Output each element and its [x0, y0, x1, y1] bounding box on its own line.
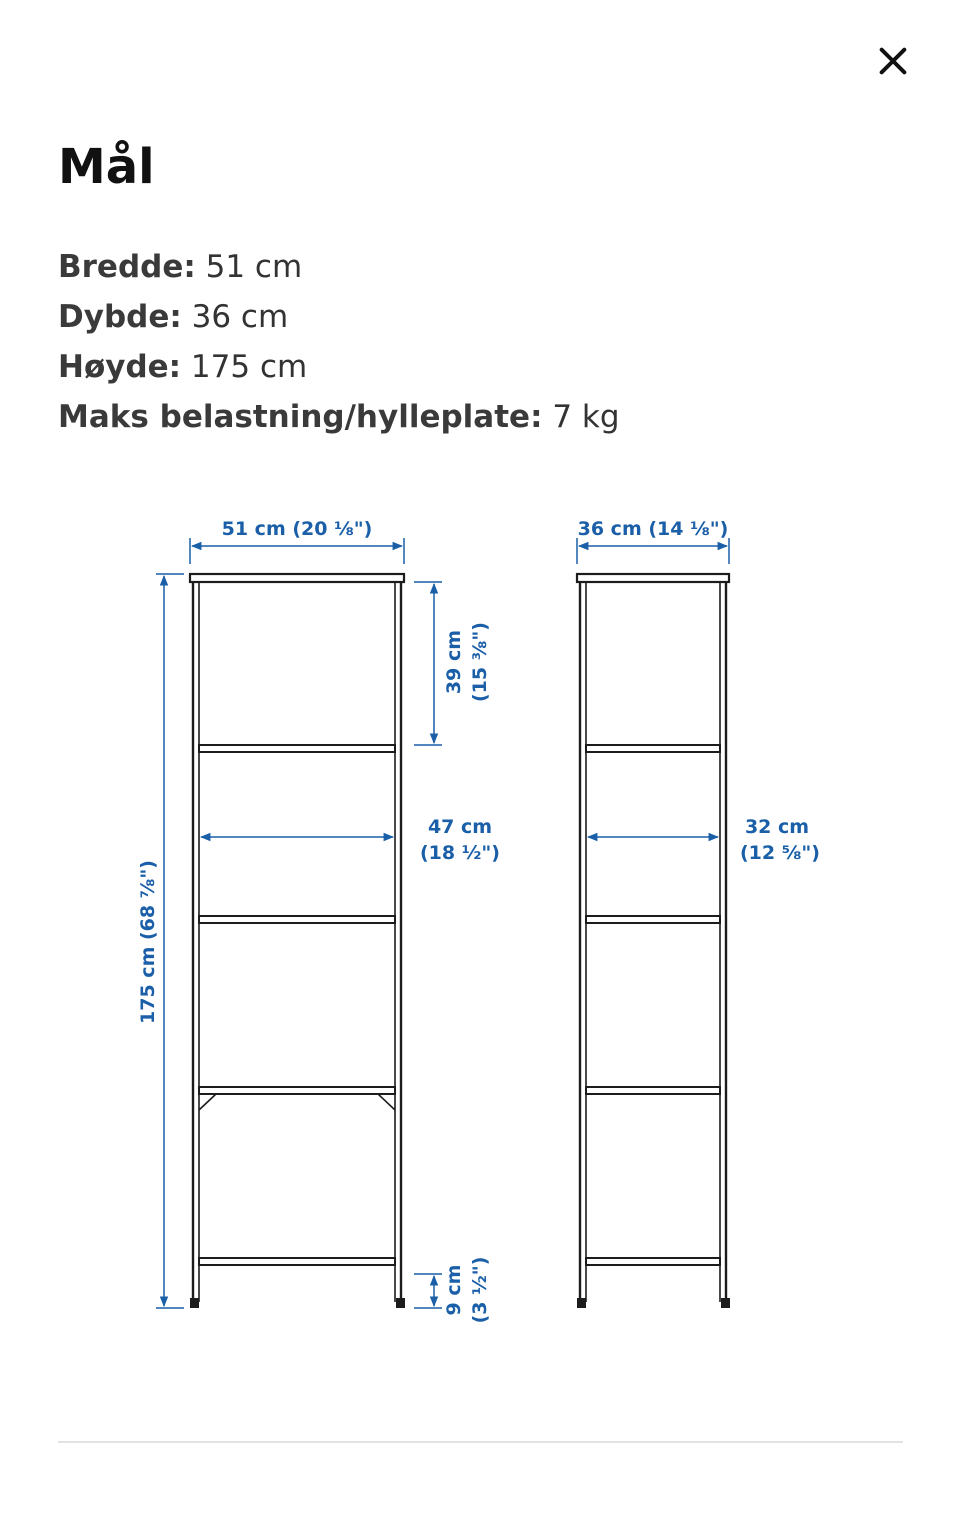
inner-width-label-in: (18 ½") — [420, 842, 500, 864]
shelf-gap-label-cm: 39 cm — [443, 629, 465, 695]
spec-item-max-load — [58, 392, 620, 442]
close-button[interactable] — [868, 36, 918, 86]
dialog-title: Mål — [58, 139, 155, 195]
spec-label: Høyde: — [58, 349, 182, 385]
front-width-label: 51 cm (20 ⅛") — [221, 518, 373, 540]
section-divider — [58, 1441, 903, 1443]
front-view — [190, 574, 405, 1308]
inner-depth-label-cm: 32 cm — [744, 816, 810, 838]
dimension-diagram — [0, 490, 960, 1350]
front-height-label: 175 cm (68 ⅞") — [137, 860, 159, 1024]
side-depth-label: 36 cm (14 ⅛") — [577, 518, 729, 540]
spec-value: 36 cm — [191, 299, 289, 335]
spec-item-height — [58, 342, 620, 392]
spec-item-width — [58, 242, 620, 292]
spec-label: Maks belastning/hylleplate: — [58, 399, 543, 435]
spec-list — [58, 242, 620, 442]
spec-value: 7 kg — [552, 399, 620, 435]
inner-width-label-cm: 47 cm — [427, 816, 493, 838]
spec-label: Bredde: — [58, 249, 196, 285]
shelf-gap-label-in: (15 ⅜") — [469, 622, 491, 702]
spec-value: 51 cm — [205, 249, 303, 285]
side-view — [577, 574, 730, 1308]
close-icon — [876, 44, 910, 78]
spec-label: Dybde: — [58, 299, 182, 335]
bottom-gap-label-cm: 9 cm — [443, 1264, 465, 1316]
dimension-drawing — [0, 490, 960, 1350]
spec-item-depth — [58, 292, 620, 342]
spec-value: 175 cm — [190, 349, 308, 385]
inner-depth-label-in: (12 ⅝") — [740, 842, 820, 864]
bottom-gap-label-in: (3 ½") — [469, 1256, 491, 1324]
